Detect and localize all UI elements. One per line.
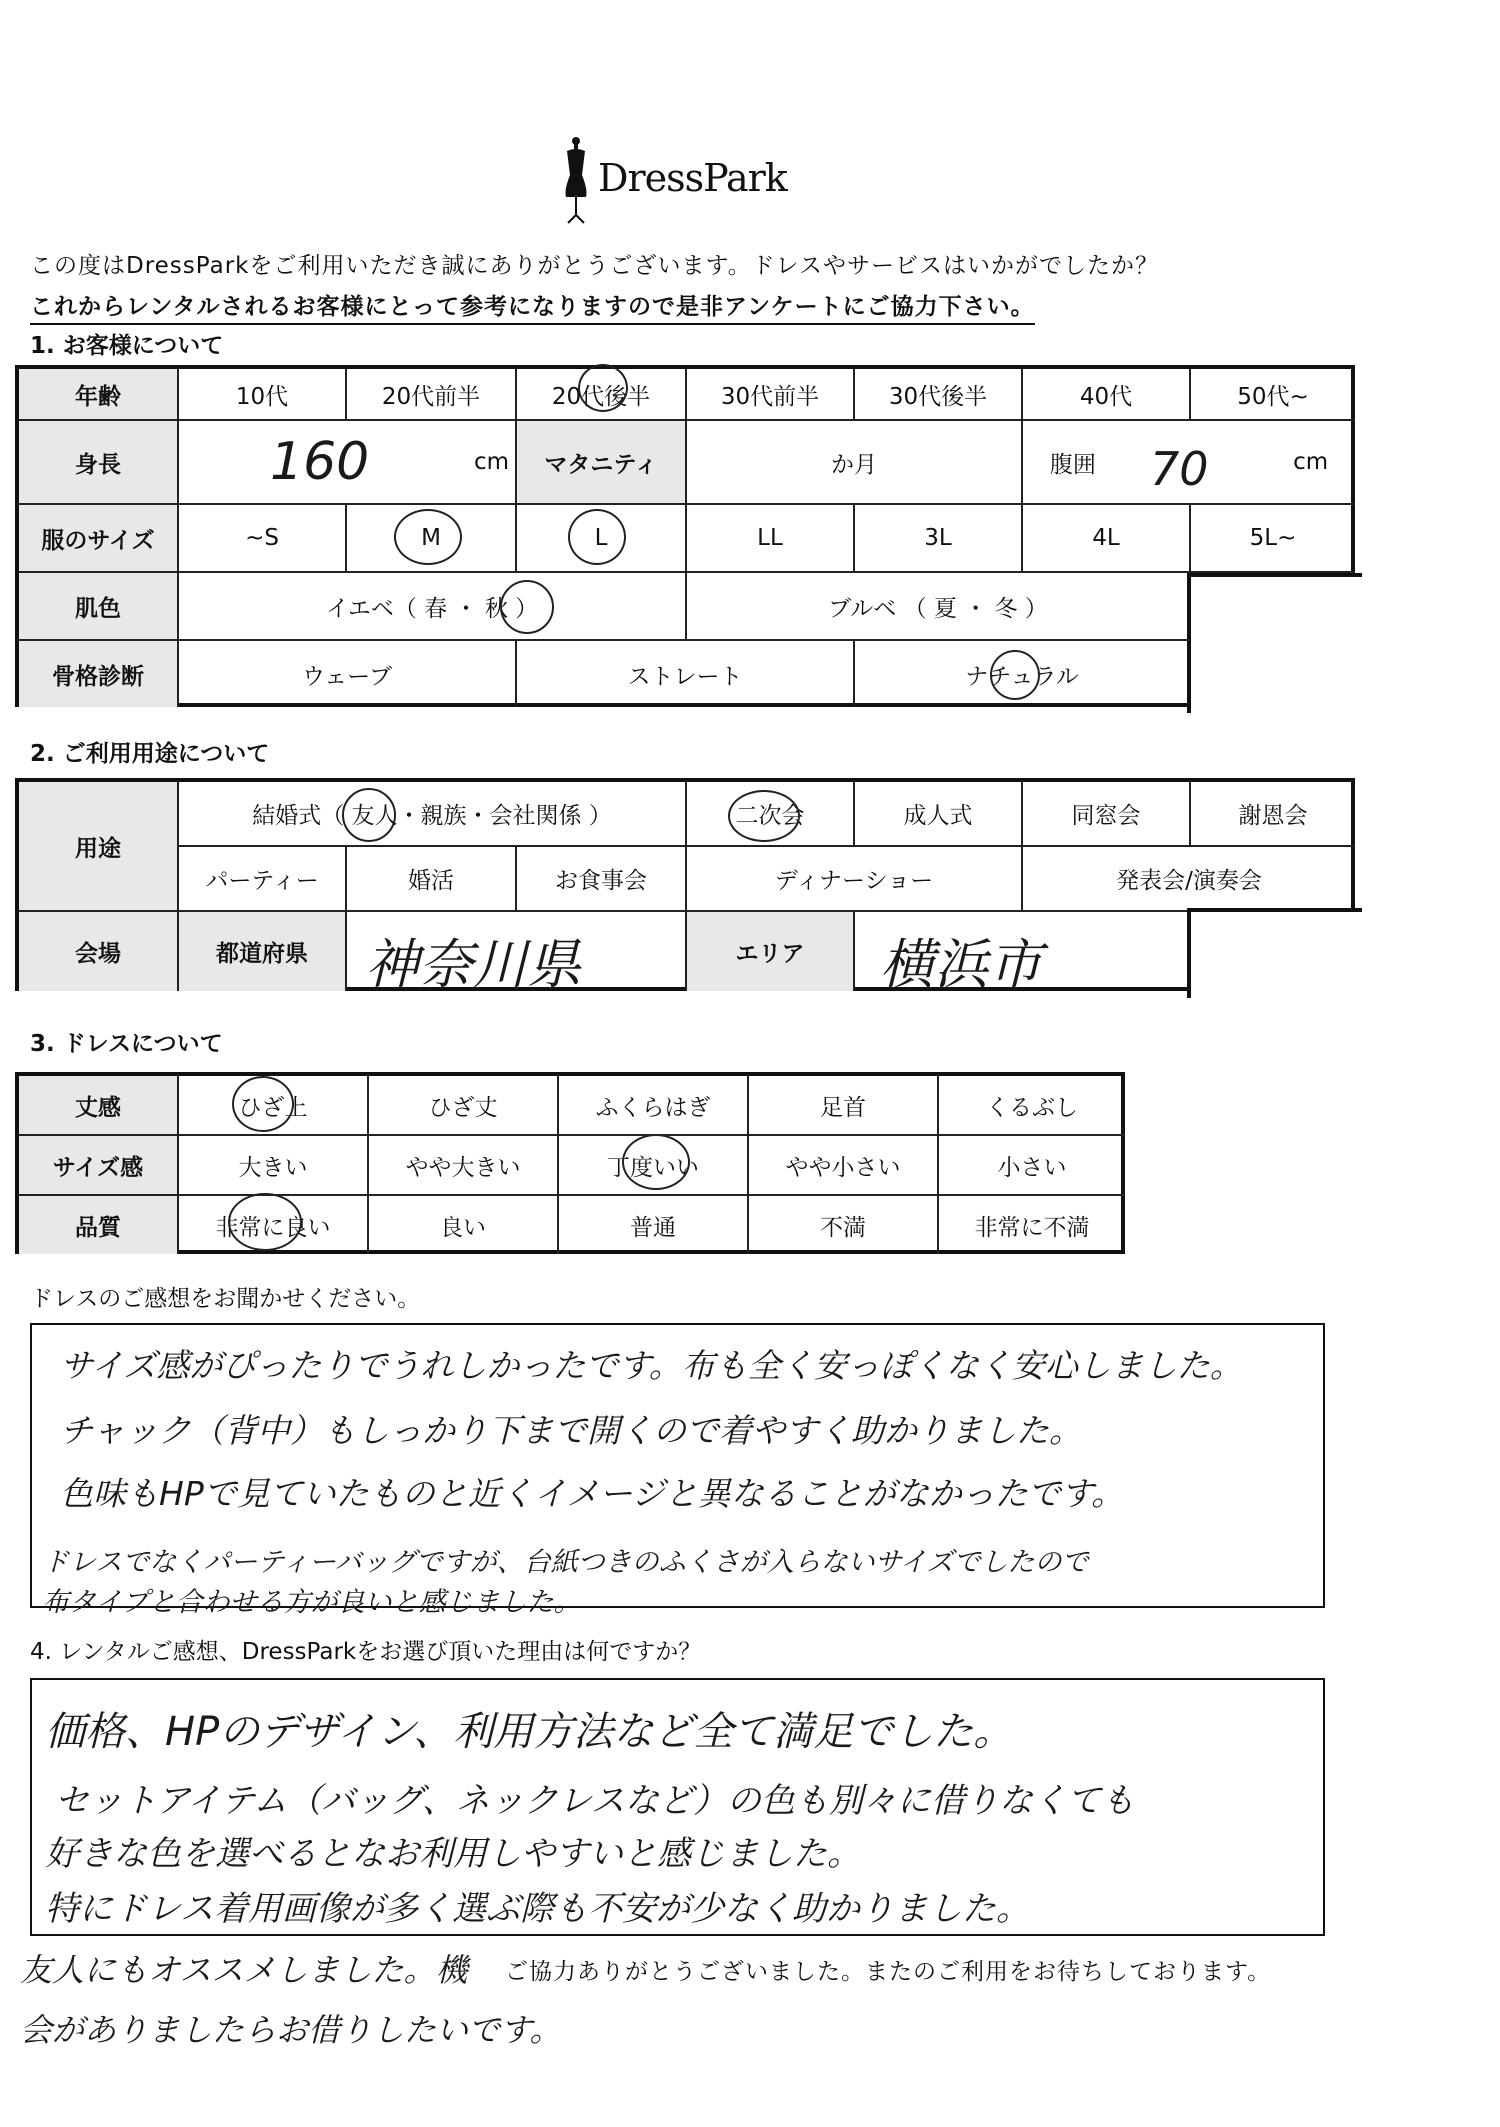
- impression-line: 布タイプと合わせる方が良いと感じました。: [42, 1587, 581, 1618]
- friend-selection-mark: [342, 788, 396, 842]
- feedback-line: セットアイテム（バッグ、ネックレスなど）の色も別々に借りなくても: [55, 1781, 1135, 1821]
- purpose-option[interactable]: ディナーショー: [687, 847, 1023, 912]
- quality-label: 品質: [19, 1196, 179, 1254]
- area-value: 横浜市: [880, 933, 1042, 996]
- frame-selection-mark: [990, 650, 1040, 700]
- purpose-option[interactable]: 婚活: [347, 847, 517, 912]
- skin-autumn-selection-mark: [500, 580, 554, 634]
- purpose-option[interactable]: 同窓会: [1023, 782, 1191, 847]
- feedback-line: 特にドレス着用画像が多く選ぶ際も不安が少なく助かりました。: [45, 1889, 1030, 1929]
- dress-table: [15, 1072, 1125, 1254]
- maternity-unit: か月: [831, 451, 877, 478]
- dress-form-logo-icon: [562, 135, 590, 225]
- skin-yellow-base[interactable]: イエベ（ 春 ・ 秋 ）: [179, 573, 687, 641]
- purpose-wedding[interactable]: 結婚式（ 友人・親族・会社関係 ）: [179, 782, 687, 847]
- size-option[interactable]: ~S: [179, 505, 347, 573]
- fit-option[interactable]: 小さい: [939, 1136, 1125, 1196]
- maternity-field[interactable]: [687, 421, 1023, 505]
- waist-unit: cm: [1293, 449, 1329, 475]
- impression-line: サイズ感がぴったりでうれしかったです。布も全く安っぽくなく安心しました。: [60, 1346, 1243, 1385]
- frame-option[interactable]: ウェーブ: [179, 641, 517, 707]
- height-unit: cm: [473, 449, 509, 475]
- skin-blue-base[interactable]: ブルベ （ 夏 ・ 冬 ）: [687, 573, 1191, 641]
- closing-message: ご協力ありがとうございました。またのご利用をお待ちしております。: [505, 1959, 1272, 1985]
- intro-text: この度はDressParkをご利用いただき誠にありがとうございます。ドレスやサービスはいかがでしたか？: [30, 253, 1159, 279]
- table-corner-cutout: [1187, 573, 1362, 713]
- fit-option[interactable]: やや小さい: [749, 1136, 939, 1196]
- age-option[interactable]: 20代前半: [347, 369, 517, 421]
- handwritten-note: 友人にもオススメしました。機: [20, 1951, 468, 1989]
- height-value: 160: [270, 432, 370, 492]
- table-corner-cutout: [1187, 908, 1362, 998]
- size-label: 服のサイズ: [19, 505, 179, 573]
- brand-logo: DressPark: [598, 156, 787, 200]
- handwritten-note: 会がありましたらお借りしたいです。: [20, 2011, 562, 2049]
- section-4-title: 4. レンタルご感想、DressParkをお選び頂いた理由は何ですか？: [30, 1639, 702, 1665]
- purpose-option-selected[interactable]: 二次会: [687, 782, 855, 847]
- size-l-selection-mark: [568, 509, 626, 565]
- section-1-title: 1. お客様について: [30, 333, 224, 359]
- impression-line: 色味もHPで見ていたものと近くイメージと異なることがなかったです。: [60, 1474, 1125, 1513]
- intro-request: これからレンタルされるお客様にとって参考になりますので是非アンケートにご協力下さい。: [30, 288, 1035, 325]
- frame-option-selected[interactable]: ナチュラル: [855, 641, 1191, 707]
- size-option[interactable]: 3L: [855, 505, 1023, 573]
- length-label: 丈感: [19, 1076, 179, 1136]
- purpose-option[interactable]: パーティー: [179, 847, 347, 912]
- venue-label: 会場: [19, 912, 179, 991]
- fit-label: サイズ感: [19, 1136, 179, 1196]
- age-label: 年齢: [19, 369, 179, 421]
- length-option[interactable]: ふくらはぎ: [559, 1076, 749, 1136]
- quality-option-selected[interactable]: 非常に良い: [179, 1196, 369, 1254]
- length-option[interactable]: ひざ丈: [369, 1076, 559, 1136]
- length-option[interactable]: 足首: [749, 1076, 939, 1136]
- size-option-selected[interactable]: M: [347, 505, 517, 573]
- section-2-title: 2. ご利用用途について: [30, 741, 270, 767]
- afterparty-selection-mark: [728, 790, 800, 842]
- purpose-option[interactable]: 発表会/演奏会: [1023, 847, 1355, 912]
- age-option-selected[interactable]: 20代後半: [517, 369, 687, 421]
- area-label: エリア: [687, 912, 855, 991]
- quality-selection-mark: [228, 1193, 302, 1251]
- feedback-line: 価格、HPのデザイン、利用方法など全て満足でした。: [45, 1709, 1014, 1755]
- purpose-option[interactable]: 謝恩会: [1191, 782, 1355, 847]
- quality-option[interactable]: 不満: [749, 1196, 939, 1254]
- length-option-selected[interactable]: ひざ上: [179, 1076, 369, 1136]
- prefecture-value: 神奈川県: [365, 933, 581, 996]
- age-option[interactable]: 40代: [1023, 369, 1191, 421]
- quality-option[interactable]: 良い: [369, 1196, 559, 1254]
- prefecture-label: 都道府県: [179, 912, 347, 991]
- feedback-line: 好きな色を選べるとなお利用しやすいと感じました。: [45, 1834, 861, 1874]
- frame-label: 骨格診断: [19, 641, 179, 707]
- size-option[interactable]: 4L: [1023, 505, 1191, 573]
- age-option[interactable]: 50代~: [1191, 369, 1355, 421]
- size-m-selection-mark: [394, 509, 462, 565]
- fit-selection-mark: [622, 1134, 690, 1190]
- purpose-table: [15, 778, 1355, 991]
- waist-label: 腹囲: [1049, 451, 1096, 478]
- customer-table: [15, 365, 1355, 707]
- height-label: 身長: [19, 421, 179, 505]
- section-3-title: 3. ドレスについて: [30, 1031, 223, 1057]
- quality-option[interactable]: 普通: [559, 1196, 749, 1254]
- impression-line: ドレスでなくパーティーバッグですが、台紙つきのふくさが入らないサイズでしたので: [42, 1547, 1089, 1578]
- age-option[interactable]: 10代: [179, 369, 347, 421]
- quality-option[interactable]: 非常に不満: [974, 1214, 1090, 1241]
- size-option-selected[interactable]: L: [517, 505, 687, 573]
- maternity-label: マタニティ: [517, 421, 687, 505]
- length-selection-mark: [232, 1076, 294, 1132]
- purpose-option[interactable]: 成人式: [855, 782, 1023, 847]
- size-option[interactable]: 5L~: [1191, 505, 1355, 573]
- impression-line: チャック（背中）もしっかり下まで開くので着やすく助かりました。: [60, 1411, 1083, 1450]
- impression-prompt: ドレスのご感想をお聞かせください。: [30, 1286, 421, 1312]
- waist-value: 70: [1150, 442, 1209, 496]
- fit-option[interactable]: 大きい: [179, 1136, 369, 1196]
- skin-label: 肌色: [19, 573, 179, 641]
- age-selection-mark: [578, 364, 628, 412]
- purpose-option[interactable]: お食事会: [517, 847, 687, 912]
- purpose-label: 用途: [19, 782, 179, 912]
- age-option[interactable]: 30代前半: [687, 369, 855, 421]
- length-option[interactable]: くるぶし: [939, 1076, 1125, 1136]
- frame-option[interactable]: ストレート: [517, 641, 855, 707]
- fit-option-selected[interactable]: 丁度いい: [559, 1136, 749, 1196]
- size-option[interactable]: LL: [687, 505, 855, 573]
- fit-option[interactable]: やや大きい: [369, 1136, 559, 1196]
- age-option[interactable]: 30代後半: [855, 369, 1023, 421]
